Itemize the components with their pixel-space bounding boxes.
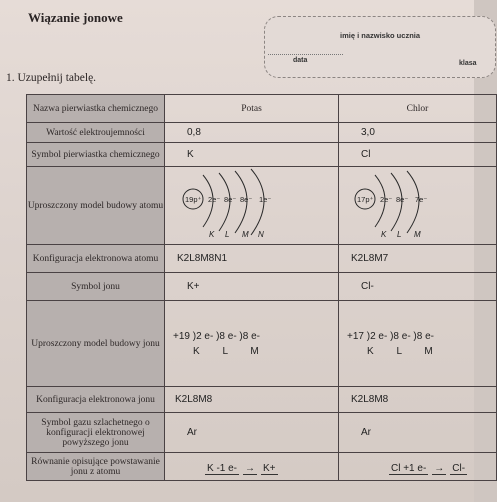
potas-shell-n-name: N: [258, 230, 264, 239]
chlor-noble-gas: Ar: [339, 413, 497, 453]
chlor-shell-m-electrons: 7e⁻: [415, 195, 428, 204]
ionic-bond-table: [26, 94, 497, 481]
potas-shell-k-electrons: 2e⁻: [208, 195, 221, 204]
potas-shell-k-name: K: [209, 230, 215, 239]
chlor-shell-k-name: K: [381, 230, 387, 239]
chlor-shell-l-name: L: [397, 230, 402, 239]
chlor-equation-lhs: Cl +1 e-: [391, 462, 427, 474]
potas-ion-model: [165, 301, 339, 387]
potas-electronegativity: 0,8: [165, 123, 339, 143]
header-potas: Potas: [165, 95, 339, 123]
chlor-electron-config: K2L8M7: [339, 245, 497, 273]
potas-equation-rhs: K+: [263, 462, 276, 474]
potas-equation-lhs: K -1 e-: [207, 462, 238, 474]
potas-shell-l-electrons: 8e⁻: [224, 195, 237, 204]
header-element-name: Nazwa pierwiastka chemicznego: [27, 95, 165, 123]
label-ion-symbol: Symbol jonu: [27, 273, 165, 301]
chlor-nucleus-label: 17p⁺: [357, 195, 374, 204]
task-instruction: 1. Uzupełnij tabelę.: [6, 72, 97, 84]
potas-noble-gas: Ar: [165, 413, 339, 453]
label-noble-gas: Symbol gazu szlachetnego o konfiguracji elektronowej powyższego jonu: [27, 413, 165, 453]
potas-shell-n-electrons: 1e⁻: [259, 195, 272, 204]
chlor-atom-model: [339, 167, 497, 245]
page-title: Wiązanie jonowe: [28, 10, 123, 25]
potas-electron-config: K2L8M8N1: [165, 245, 339, 273]
chlor-shell-l-electrons: 8e⁻: [396, 195, 409, 204]
potas-shell-m-name: M: [242, 230, 249, 239]
chlor-ion-config: K2L8M8: [339, 387, 497, 413]
date-line: [268, 54, 343, 55]
chlor-ion-model-line: +17 )2 e- )8 e- )8 e-: [347, 330, 434, 342]
chlor-ion-model-shells: K L M: [367, 345, 433, 357]
label-electronegativity: Wartość elektroujemności: [27, 123, 165, 143]
potas-equation-arrow: →: [245, 462, 256, 474]
chlor-electronegativity: 3,0: [339, 123, 497, 143]
potas-ion-symbol: K+: [165, 273, 339, 301]
label-electron-config: Konfiguracja elektronowa atomu: [27, 245, 165, 273]
label-ion-config: Konfiguracja elektronowa jonu: [27, 387, 165, 413]
chlor-ion-symbol: Cl-: [339, 273, 497, 301]
label-atom-model: Uproszczony model budowy atomu: [27, 167, 165, 245]
chlor-shell-m-name: M: [414, 230, 421, 239]
chlor-equation-rhs: Cl-: [452, 462, 466, 474]
label-equation: Równanie opisujące powstawanie jonu z atomu: [27, 453, 165, 481]
chlor-symbol: Cl: [339, 143, 497, 167]
chlor-atom-diagram: [339, 167, 497, 239]
label-symbol: Symbol pierwiastka chemicznego: [27, 143, 165, 167]
chlor-ion-model: [339, 301, 497, 387]
label-ion-model: Uproszczony model budowy jonu: [27, 301, 165, 387]
potas-symbol: K: [165, 143, 339, 167]
chlor-shell-k-electrons: 2e⁻: [380, 195, 393, 204]
potas-atom-model: [165, 167, 339, 245]
header-chlor: Chlor: [339, 95, 497, 123]
potas-ion-model-shells: K L M: [193, 345, 259, 357]
potas-atom-diagram: [165, 167, 339, 239]
potas-shell-l-name: L: [225, 230, 230, 239]
class-label: klasa: [459, 60, 477, 67]
chlor-equation: [339, 453, 497, 481]
potas-ion-config: K2L8M8: [165, 387, 339, 413]
potas-nucleus-label: 19p⁺: [185, 195, 202, 204]
chlor-equation-arrow: →: [434, 462, 445, 474]
date-label: data: [293, 57, 308, 64]
potas-ion-model-line: +19 )2 e- )8 e- )8 e-: [173, 330, 260, 342]
student-name-box: [264, 16, 496, 78]
potas-equation: [165, 453, 339, 481]
student-name-label: imię i nazwisko ucznia: [340, 31, 421, 40]
potas-shell-m-electrons: 8e⁻: [240, 195, 253, 204]
